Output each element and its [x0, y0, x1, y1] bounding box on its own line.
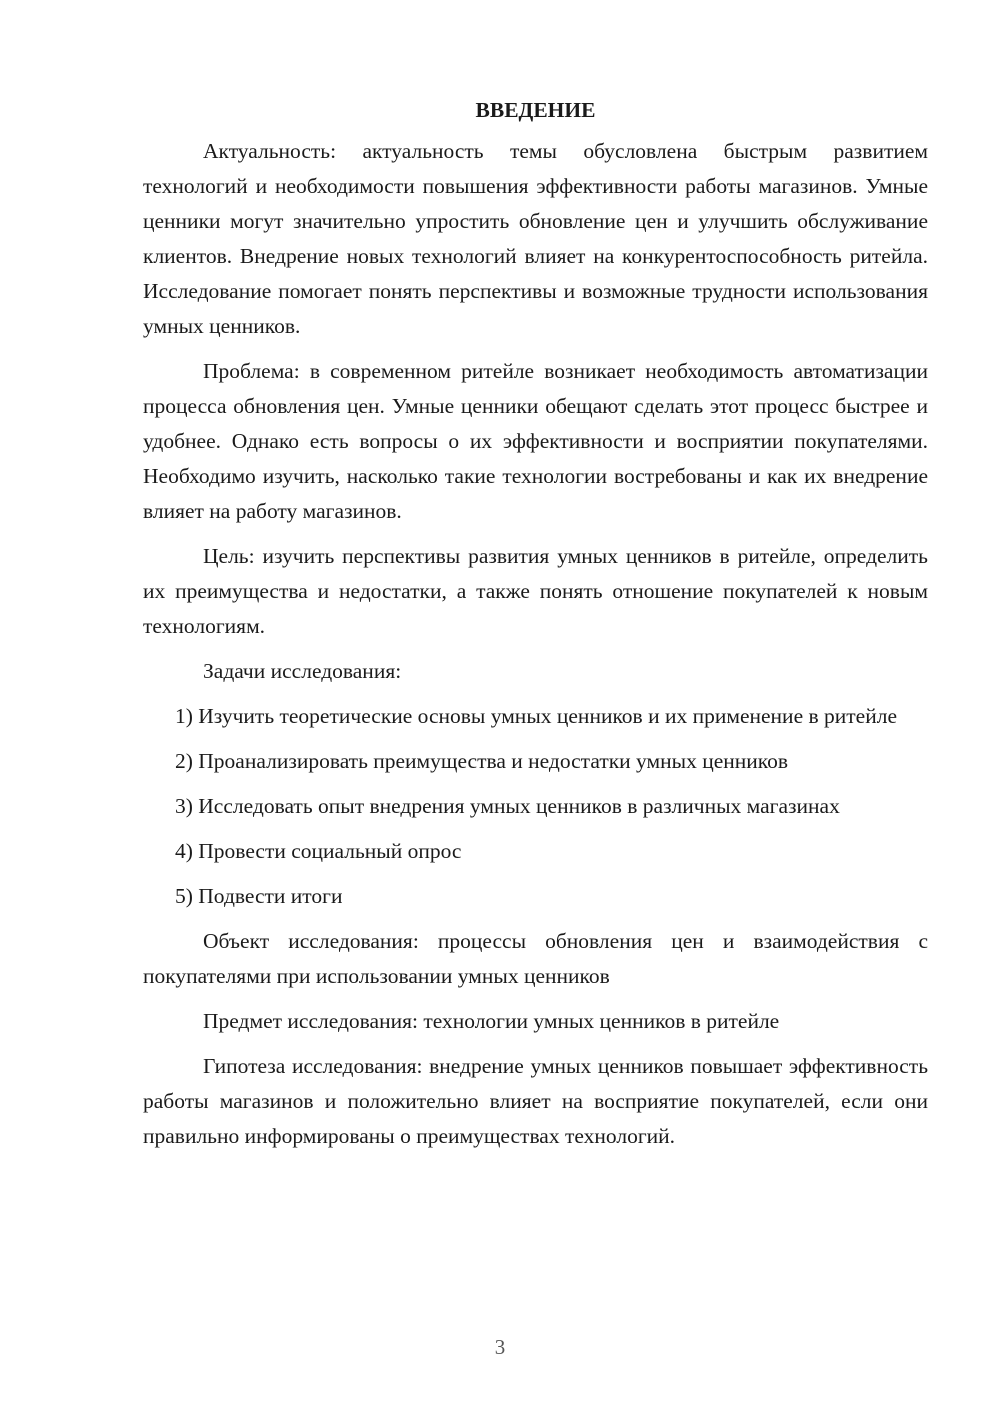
paragraph-hypothesis: Гипотеза исследования: внедрение умных ценников повышает эффективность работы магазинов и положительно влияет на восприятие покупателей, если они правильно информированы о преимуществах технологий. — [143, 1054, 928, 1148]
list-item: 1) Изучить теоретические основы умных ценников и их применение в ритейле — [175, 704, 897, 728]
paragraph-relevance: Актуальность: актуальность темы обусловлена быстрым развитием технологий и необходимости повышения эффективности работы магазинов. Умные ценники могут значительно упростить обновление цен и улучшить обслуживание клиентов. Внедрение новых технологий влияет на конкурентоспособность ритейла. Исследование помогает понять перспективы и возможные трудности использования умных ценников. — [143, 139, 928, 338]
list-item: 2) Проанализировать преимущества и недостатки умных ценников — [175, 749, 789, 773]
tasks-list — [143, 699, 928, 914]
list-item: 4) Провести социальный опрос — [175, 839, 462, 863]
page-number: 3 — [494, 1335, 506, 1359]
document-page — [143, 92, 928, 1164]
paragraph-object: Объект исследования: процессы обновления цен и взаимодействия с покупателями при использовании умных ценников — [143, 929, 928, 988]
page-title: ВВЕДЕНИЕ — [475, 98, 596, 122]
paragraph-problem: Проблема: в современном ритейле возникает необходимость автоматизации процесса обновления цен. Умные ценники обещают сделать этот процесс быстрее и удобнее. Однако есть вопросы о их эффективности и восприятии покупателями. Необходимо изучить, насколько такие технологии востребованы и как их внедрение влияет на работу магазинов. — [143, 359, 928, 523]
tasks-heading: Задачи исследования: — [203, 659, 402, 683]
paragraph-subject: Предмет исследования: технологии умных ценников в ритейле — [203, 1009, 780, 1033]
list-item: 3) Исследовать опыт внедрения умных ценников в различных магазинах — [175, 794, 840, 818]
list-item: 5) Подвести итоги — [175, 884, 343, 908]
paragraph-goal: Цель: изучить перспективы развития умных ценников в ритейле, определить их преимущества и недостатки, а также понять отношение покупателей к новым технологиям. — [143, 544, 928, 638]
